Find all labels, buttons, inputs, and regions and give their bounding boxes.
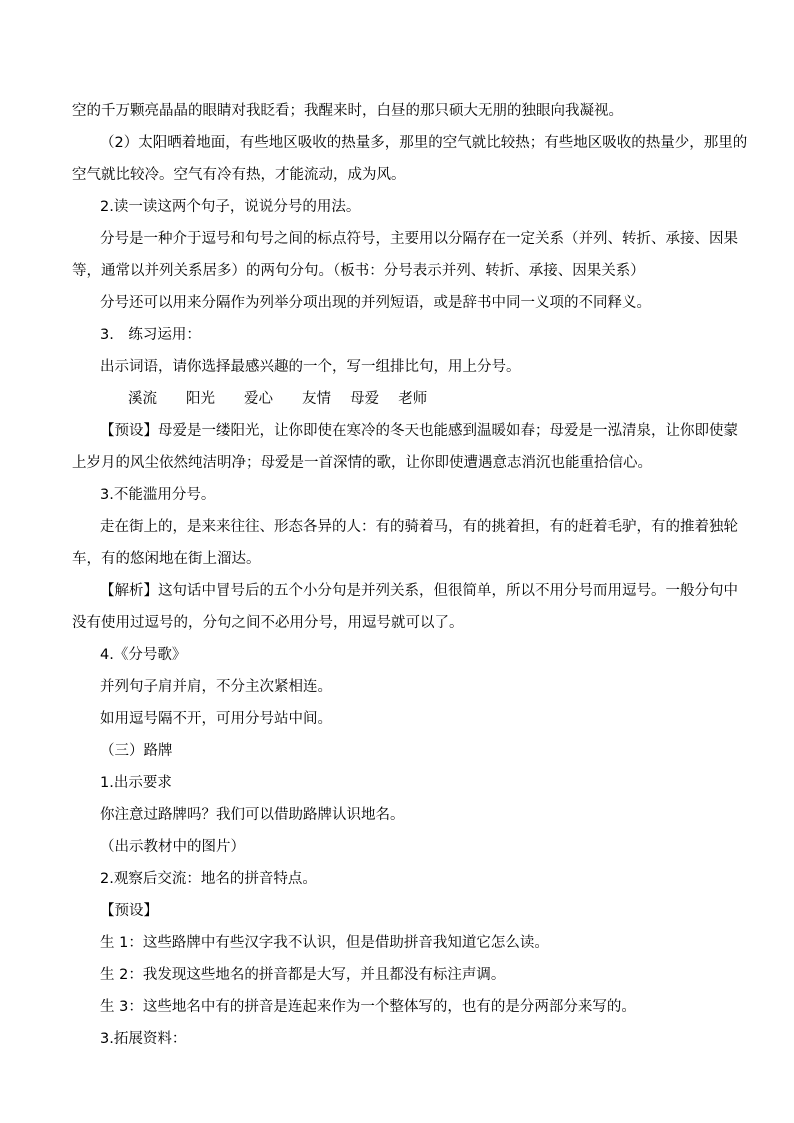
text-line-22: 1.出示要求	[100, 775, 172, 791]
text-line-11: 【预设】母爱是一缕阳光，让你即使在寒冷的冬天也能感到温暖如春；母爱是一泓清泉，让你即使蒙	[100, 423, 738, 439]
text-line-7: 分号还可以用来分隔作为列举分项出现的并列短语，或是辞书中同一义项的不同释义。	[100, 295, 651, 311]
text-line-26: 【预设】	[100, 903, 158, 919]
text-line-6: 等，通常以并列关系居多）的两句分句。（板书：分号表示并列、转折、承接、因果关系）	[72, 263, 645, 279]
text-line-2: （2）太阳晒着地面，有些地区吸收的热量多，那里的空气就比较热；有些地区吸收的热量少，那里的	[100, 135, 748, 151]
text-line-16: 【解析】这句话中冒号后的五个小分句是并列关系，但很简单，所以不用分号而用逗号。一般分句中	[100, 583, 738, 599]
text-line-20: 如用逗号隔不开，可用分号站中间。	[100, 711, 332, 727]
text-line-27: 生 1：这些路牌中有些汉字我不认识，但是借助拼音我知道它怎么读。	[100, 935, 549, 951]
text-line-5: 分号是一种介于逗号和句号之间的标点符号，主要用以分隔存在一定关系（并列、转折、承接、因果	[100, 231, 738, 247]
text-line-14: 走在街上的，是来来往往、形态各异的人：有的骑着马，有的挑着担，有的赶着毛驴，有的推着独轮	[100, 519, 738, 535]
text-line-8: 3. 练习运用：	[100, 327, 201, 343]
text-line-9: 出示词语，请你选择最感兴趣的一个，写一组排比句，用上分号。	[100, 359, 521, 375]
text-line-12: 上岁月的风尘依然纯洁明净；母爱是一首深情的歌，让你即使遭遇意志消沉也能重拾信心。	[72, 455, 652, 471]
text-line-3: 空气就比较冷。空气有冷有热，才能流动，成为风。	[72, 167, 406, 183]
text-line-18: 4.《分号歌》	[100, 647, 187, 663]
word-list: 溪流 阳光 爱心 友情 母爱 老师	[128, 391, 428, 407]
text-line-19: 并列句子肩并肩，不分主次紧相连。	[100, 679, 332, 695]
text-line-24: （出示教材中的图片）	[100, 839, 245, 855]
text-line-29: 生 3：这些地名中有的拼音是连起来作为一个整体写的，也有的是分两部分来写的。	[100, 999, 636, 1015]
text-line-1: 空的千万颗亮晶晶的眼睛对我眨看；我醒来时，白昼的那只硕大无朋的独眼向我凝视。	[72, 103, 623, 119]
text-line-23: 你注意过路牌吗？我们可以借助路牌认识地名。	[100, 807, 405, 823]
text-line-17: 没有使用过逗号的，分句之间不必用分号，用逗号就可以了。	[72, 615, 464, 631]
section-heading: （三）路牌	[100, 743, 173, 759]
text-line-4: 2.读一读这两个句子，说说分号的用法。	[100, 199, 361, 215]
text-line-25: 2.观察后交流：地名的拼音特点。	[100, 871, 317, 887]
text-line-30: 3.拓展资料：	[100, 1031, 187, 1047]
text-line-28: 生 2：我发现这些地名的拼音都是大写，并且都没有标注声调。	[100, 967, 506, 983]
text-line-15: 车，有的悠闲地在街上溜达。	[72, 551, 261, 567]
text-line-13: 3.不能滥用分号。	[100, 487, 216, 503]
